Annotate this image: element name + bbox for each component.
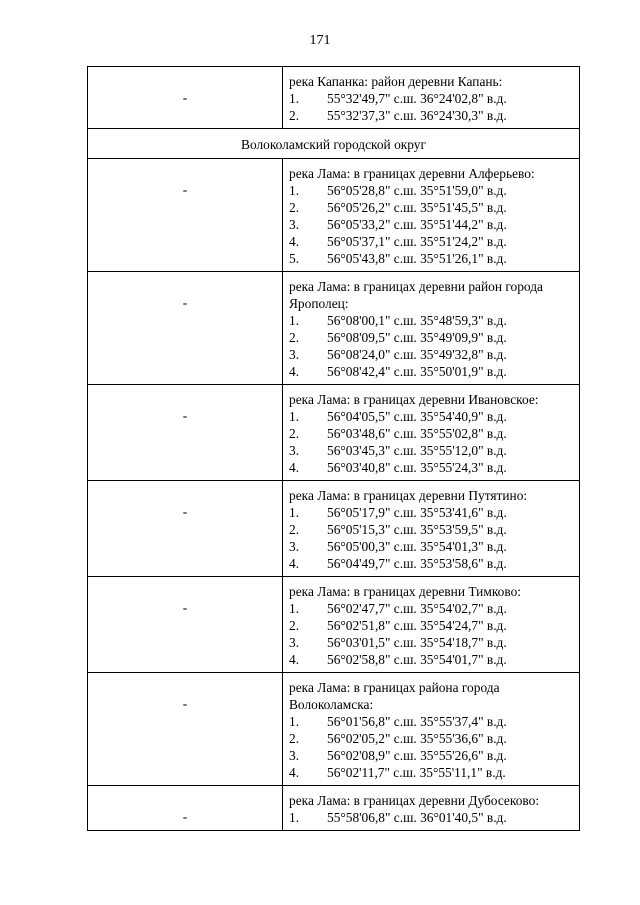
coordinate-item bbox=[289, 363, 575, 380]
coordinate-item bbox=[289, 250, 575, 267]
coordinate-value: 56°03'45,3" с.ш. 35°55'12,0" в.д. bbox=[327, 443, 507, 458]
coordinate-item bbox=[289, 312, 575, 329]
coordinate-item bbox=[289, 90, 575, 107]
dash-marker: - bbox=[182, 600, 188, 615]
description-cell bbox=[283, 272, 580, 385]
coordinate-value: 56°05'33,2" с.ш. 35°51'44,2" в.д. bbox=[327, 217, 507, 232]
coordinate-item bbox=[289, 713, 575, 730]
coordinate-item bbox=[289, 634, 575, 651]
coordinate-item bbox=[289, 216, 575, 233]
coordinate-number: 3. bbox=[289, 443, 300, 458]
coordinate-value: 55°58'06,8" с.ш. 36°01'40,5" в.д. bbox=[327, 810, 507, 825]
description-cell bbox=[283, 481, 580, 577]
coordinate-value: 55°32'49,7" с.ш. 36°24'02,8" в.д. bbox=[327, 91, 507, 106]
coordinate-value: 56°05'00,3" с.ш. 35°54'01,3" в.д. bbox=[327, 539, 507, 554]
coordinate-item bbox=[289, 651, 575, 668]
coordinate-value: 56°05'28,8" с.ш. 35°51'59,0" в.д. bbox=[327, 183, 507, 198]
coordinate-value: 56°05'17,9" с.ш. 35°53'41,6" в.д. bbox=[327, 505, 507, 520]
river-location-title: река Капанка: район деревни Капань: bbox=[289, 74, 503, 89]
coordinate-number: 2. bbox=[289, 618, 300, 633]
left-cell bbox=[88, 481, 283, 577]
description-cell bbox=[283, 577, 580, 673]
description-cell bbox=[283, 385, 580, 481]
coordinate-number: 3. bbox=[289, 635, 300, 650]
coordinate-item bbox=[289, 600, 575, 617]
coordinate-value: 56°02'51,8" с.ш. 35°54'24,7" в.д. bbox=[327, 618, 507, 633]
river-location-title: река Лама: в границах деревни Тимково: bbox=[289, 584, 521, 599]
river-location-title: река Лама: в границах деревни Дубосеково: bbox=[289, 793, 540, 808]
coordinate-item bbox=[289, 538, 575, 555]
coordinate-number: 3. bbox=[289, 539, 300, 554]
table-row bbox=[88, 385, 580, 481]
description-cell bbox=[283, 786, 580, 831]
coordinate-value: 55°32'37,3" с.ш. 36°24'30,3" в.д. bbox=[327, 108, 507, 123]
coordinate-value: 56°04'49,7" с.ш. 35°53'58,6" в.д. bbox=[327, 556, 507, 571]
river-location-title: река Лама: в границах района города Волоколамска: bbox=[289, 680, 500, 712]
table-row bbox=[88, 577, 580, 673]
coordinate-item bbox=[289, 747, 575, 764]
coordinate-item bbox=[289, 408, 575, 425]
dash-marker: - bbox=[182, 809, 188, 824]
dash-marker: - bbox=[182, 408, 188, 423]
coordinate-number: 1. bbox=[289, 91, 300, 106]
coordinate-item bbox=[289, 504, 575, 521]
coordinate-item bbox=[289, 182, 575, 199]
left-cell bbox=[88, 385, 283, 481]
coordinate-number: 3. bbox=[289, 347, 300, 362]
coordinate-value: 56°03'48,6" с.ш. 35°55'02,8" в.д. bbox=[327, 426, 507, 441]
coordinate-item bbox=[289, 809, 575, 826]
coordinate-number: 1. bbox=[289, 409, 300, 424]
coordinate-number: 2. bbox=[289, 731, 300, 746]
coordinate-number: 1. bbox=[289, 601, 300, 616]
coordinate-item bbox=[289, 233, 575, 250]
coordinate-value: 56°01'56,8" с.ш. 35°55'37,4" в.д. bbox=[327, 714, 507, 729]
river-location-title: река Лама: в границах деревни Ивановское: bbox=[289, 392, 539, 407]
page-number: 171 bbox=[309, 33, 331, 48]
coordinate-value: 56°08'42,4" с.ш. 35°50'01,9" в.д. bbox=[327, 364, 507, 379]
coordinate-value: 56°04'05,5" с.ш. 35°54'40,9" в.д. bbox=[327, 409, 507, 424]
table-body bbox=[88, 67, 580, 831]
table-row bbox=[88, 272, 580, 385]
description-cell bbox=[283, 159, 580, 272]
coordinate-number: 4. bbox=[289, 364, 300, 379]
table-row bbox=[88, 159, 580, 272]
coordinate-item bbox=[289, 329, 575, 346]
coordinate-value: 56°02'47,7" с.ш. 35°54'02,7" в.д. bbox=[327, 601, 507, 616]
coordinate-number: 3. bbox=[289, 748, 300, 763]
coordinate-number: 4. bbox=[289, 652, 300, 667]
left-cell bbox=[88, 272, 283, 385]
coordinate-value: 56°05'43,8" с.ш. 35°51'26,1" в.д. bbox=[327, 251, 507, 266]
coordinate-number: 2. bbox=[289, 522, 300, 537]
river-location-title: река Лама: в границах деревни Алферьево: bbox=[289, 166, 535, 181]
coordinate-value: 56°08'24,0" с.ш. 35°49'32,8" в.д. bbox=[327, 347, 507, 362]
left-cell bbox=[88, 577, 283, 673]
left-cell bbox=[88, 673, 283, 786]
coordinate-item bbox=[289, 459, 575, 476]
coordinate-number: 3. bbox=[289, 217, 300, 232]
left-cell bbox=[88, 67, 283, 129]
coordinate-value: 56°05'37,1" с.ш. 35°51'24,2" в.д. bbox=[327, 234, 507, 249]
coordinate-item bbox=[289, 617, 575, 634]
coordinate-number: 2. bbox=[289, 426, 300, 441]
coordinate-number: 1. bbox=[289, 505, 300, 520]
coordinate-item bbox=[289, 199, 575, 216]
dash-marker: - bbox=[182, 504, 188, 519]
coordinate-value: 56°05'26,2" с.ш. 35°51'45,5" в.д. bbox=[327, 200, 507, 215]
coordinate-number: 4. bbox=[289, 765, 300, 780]
coordinate-number: 5. bbox=[289, 251, 300, 266]
coordinate-number: 4. bbox=[289, 460, 300, 475]
coordinate-item bbox=[289, 442, 575, 459]
coordinate-item bbox=[289, 107, 575, 124]
coordinate-number: 1. bbox=[289, 183, 300, 198]
coordinate-value: 56°02'05,2" с.ш. 35°55'36,6" в.д. bbox=[327, 731, 507, 746]
river-location-title: река Лама: в границах деревни район города Ярополец: bbox=[289, 279, 543, 311]
table-row bbox=[88, 673, 580, 786]
coordinate-number: 1. bbox=[289, 313, 300, 328]
description-cell bbox=[283, 67, 580, 129]
dash-marker: - bbox=[182, 696, 188, 711]
coordinate-item bbox=[289, 425, 575, 442]
coordinate-item bbox=[289, 555, 575, 572]
coordinate-number: 4. bbox=[289, 234, 300, 249]
coordinate-value: 56°08'09,5" с.ш. 35°49'09,9" в.д. bbox=[327, 330, 507, 345]
dash-marker: - bbox=[182, 295, 188, 310]
coordinates-table bbox=[87, 66, 580, 831]
river-location-title: река Лама: в границах деревни Путятино: bbox=[289, 488, 528, 503]
coordinate-value: 56°03'01,5" с.ш. 35°54'18,7" в.д. bbox=[327, 635, 507, 650]
left-cell bbox=[88, 159, 283, 272]
left-cell bbox=[88, 786, 283, 831]
coordinate-item bbox=[289, 730, 575, 747]
coordinate-value: 56°02'08,9" с.ш. 35°55'26,6" в.д. bbox=[327, 748, 507, 763]
coordinate-item bbox=[289, 521, 575, 538]
table-row bbox=[88, 481, 580, 577]
coordinate-item bbox=[289, 764, 575, 781]
section-title: Волоколамский городской округ bbox=[88, 129, 580, 159]
coordinate-item bbox=[289, 346, 575, 363]
coordinate-number: 1. bbox=[289, 714, 300, 729]
table-row bbox=[88, 786, 580, 831]
coordinate-number: 2. bbox=[289, 330, 300, 345]
coordinate-number: 4. bbox=[289, 556, 300, 571]
coordinate-value: 56°02'11,7" с.ш. 35°55'11,1" в.д. bbox=[327, 765, 506, 780]
coordinate-value: 56°08'00,1" с.ш. 35°48'59,3" в.д. bbox=[327, 313, 507, 328]
dash-marker: - bbox=[182, 182, 188, 197]
coordinate-number: 2. bbox=[289, 200, 300, 215]
coordinate-value: 56°05'15,3" с.ш. 35°53'59,5" в.д. bbox=[327, 522, 507, 537]
coordinate-value: 56°02'58,8" с.ш. 35°54'01,7" в.д. bbox=[327, 652, 507, 667]
coordinate-number: 1. bbox=[289, 810, 300, 825]
coordinate-number: 2. bbox=[289, 108, 300, 123]
table-row bbox=[88, 67, 580, 129]
section-row bbox=[88, 129, 580, 159]
description-cell bbox=[283, 673, 580, 786]
dash-marker: - bbox=[182, 90, 188, 105]
coordinate-value: 56°03'40,8" с.ш. 35°55'24,3" в.д. bbox=[327, 460, 507, 475]
